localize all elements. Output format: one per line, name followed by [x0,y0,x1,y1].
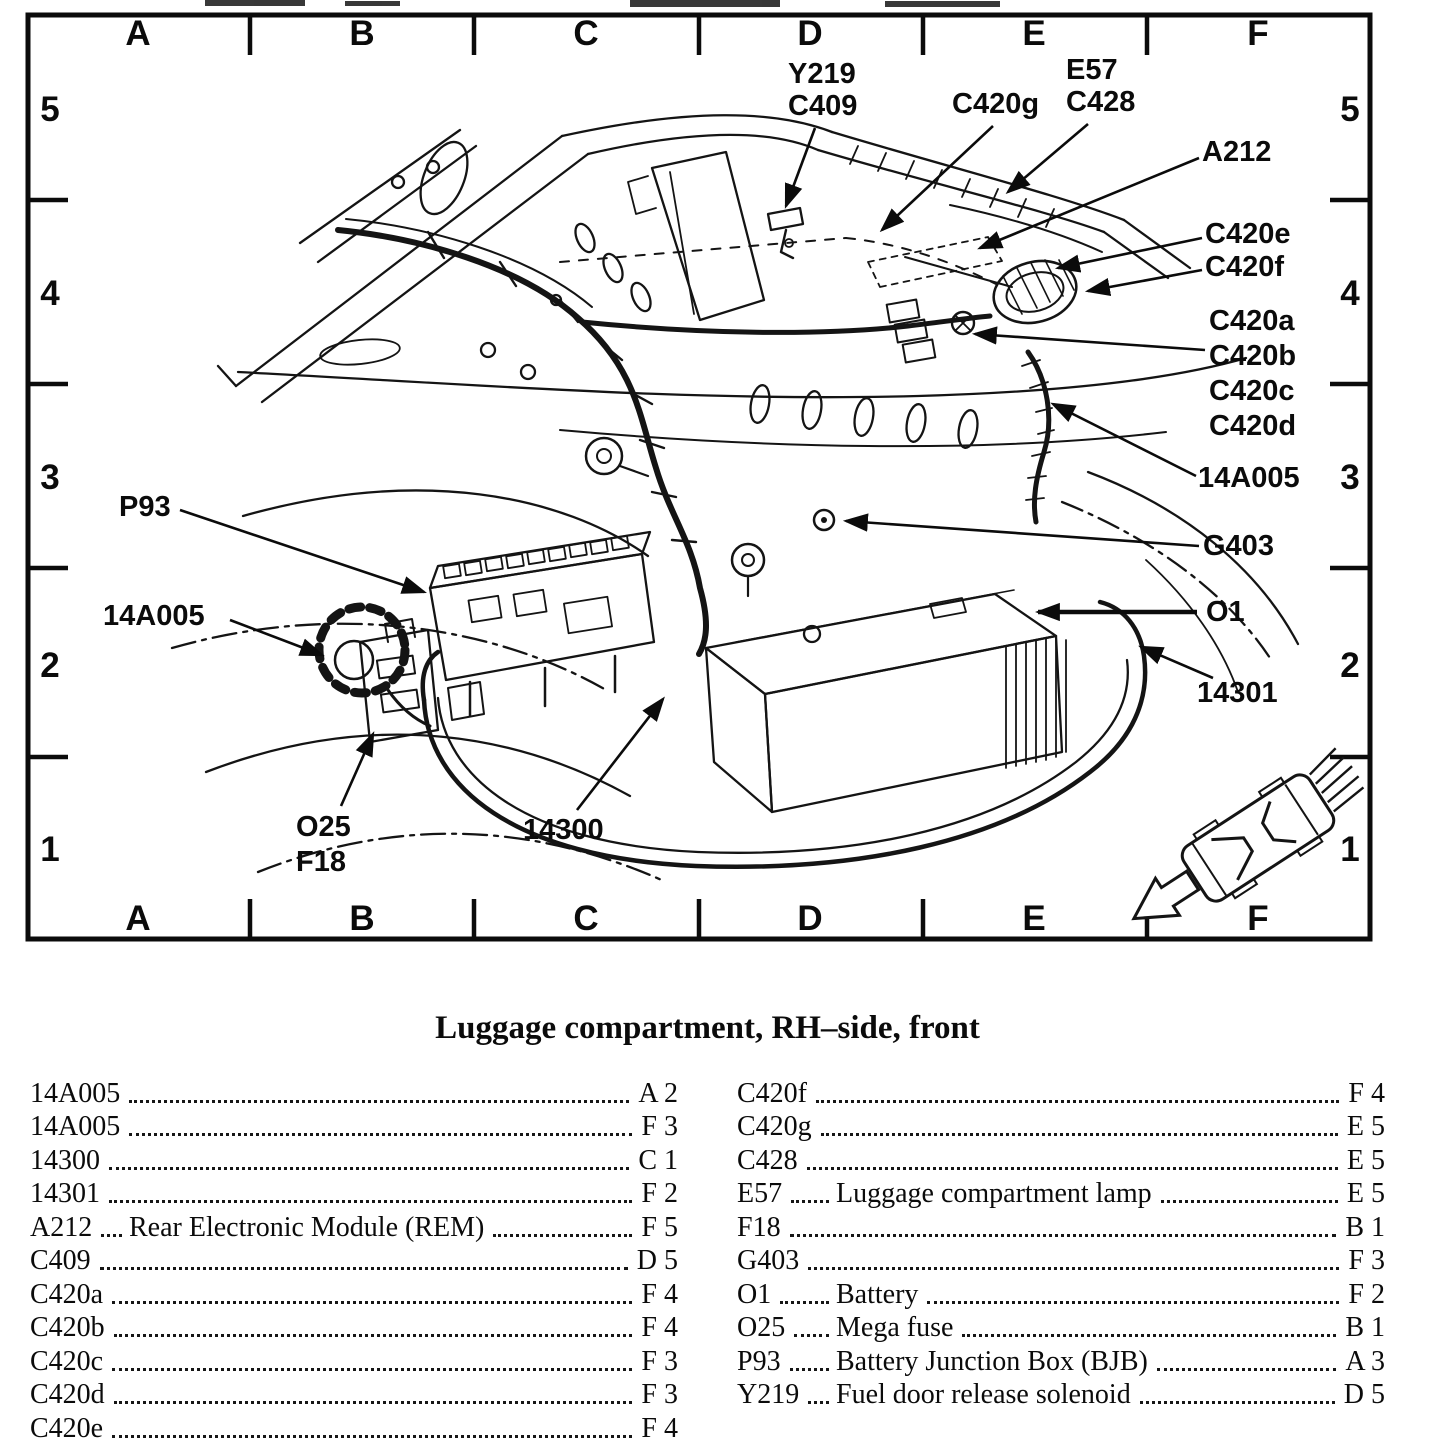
dot-leader [112,1435,632,1438]
component-code: C428 [737,1144,798,1176]
dot-leader [109,1200,632,1203]
component-code: 14A005 [30,1111,121,1142]
index-row [30,1177,678,1211]
grid-location: A 2 [638,1077,678,1109]
dot-leader [790,1234,1337,1237]
component-description: Battery [836,1278,919,1310]
grid-row-label-left: 3 [40,458,60,497]
dot-leader [114,1401,633,1404]
dot-leader [1157,1368,1336,1371]
component-code: C409 [30,1245,91,1276]
grid-row-label-left: 4 [40,274,60,313]
leader-c420f [1088,270,1202,291]
index-row [30,1076,678,1110]
grid-row-label-right: 4 [1340,274,1360,313]
index-row [737,1244,1385,1278]
grid-row-label-left: 2 [40,646,60,685]
component-description: Luggage compartment lamp [836,1178,1152,1209]
index-row [737,1143,1385,1177]
component-code: 14300 [30,1144,100,1176]
grid-location: D 5 [1343,1379,1385,1410]
dot-leader [1161,1200,1338,1203]
dot-leader [112,1368,632,1371]
grid-col-label-top: B [349,14,375,53]
dot-leader [790,1368,829,1371]
dot-leader [794,1334,829,1337]
grid-location: E 5 [1346,1111,1385,1142]
component-code: P93 [737,1345,781,1377]
index-row [737,1311,1385,1345]
component-code: C420c [30,1345,104,1377]
leader-c420abcd [975,334,1205,350]
index-row [737,1210,1385,1244]
callout-g403: G403 [1203,530,1274,562]
index-row [737,1277,1385,1311]
callout-o25-f18: O25 F18 [296,811,351,878]
callout-14301: 14301 [1197,677,1278,709]
callout-c420f: C420f [1205,251,1284,283]
grid-ticks [28,15,1370,939]
index-row [30,1311,678,1345]
luggage-compartment-drawing [172,115,1298,882]
callout-c420g: C420g [952,88,1040,120]
grid-location: E 5 [1346,1178,1385,1209]
component-description: Battery Junction Box (BJB) [836,1345,1148,1377]
dot-leader [780,1301,829,1304]
grid-location: A 3 [1345,1345,1385,1377]
callout-y219-c409: Y219 C409 [788,58,858,122]
callout-e57-c428: E57 C428 [1066,54,1136,118]
grid-col-label-bottom: D [797,899,823,938]
component-code: C420d [30,1379,105,1410]
callout-14a005-right: 14A005 [1198,462,1300,494]
grid-row-label-right: 5 [1340,90,1360,129]
dot-leader [112,1301,632,1304]
leader-y219-c409 [786,128,815,206]
grid-location: E 5 [1346,1144,1385,1176]
dot-leader [927,1301,1339,1304]
dot-leader [791,1200,829,1203]
component-code: E57 [737,1178,783,1209]
index-row [737,1177,1385,1211]
index-row [30,1277,678,1311]
grid-col-label-bottom: A [125,899,151,938]
grid-row-label-left: 1 [40,830,60,869]
index-row [30,1210,678,1244]
leader-a212 [980,158,1199,248]
grid-location: F 3 [641,1345,678,1377]
index-row [30,1244,678,1278]
index-row [30,1411,678,1445]
component-code: O1 [737,1278,772,1310]
component-code: Y219 [737,1379,800,1410]
grid-row-label-left: 5 [40,90,60,129]
callout-leaders [180,124,1213,810]
grid-col-label-top: D [797,14,823,53]
callout-14a005-left: 14A005 [103,600,205,632]
callout-14300: 14300 [523,814,604,846]
grid-location: B 1 [1345,1312,1385,1343]
callout-c420e: C420e [1205,218,1291,250]
scan-artifacts [205,0,1000,7]
component-code: 14A005 [30,1077,121,1109]
dot-leader [807,1167,1338,1170]
component-code: C420e [30,1412,104,1444]
grid-col-label-top: C [573,14,599,53]
dot-leader [816,1100,1339,1103]
figure-title: Luggage compartment, RH–side, front [435,1010,980,1046]
index-row [30,1344,678,1378]
callout-o1: O1 [1206,596,1245,628]
grid-col-label-bottom: F [1247,899,1269,938]
dot-leader [129,1133,632,1136]
grid-col-label-top: E [1022,14,1046,53]
dot-leader [962,1334,1336,1337]
grid-location: F 4 [641,1312,678,1343]
component-code: C420f [737,1077,807,1109]
grid-location: D 5 [636,1245,678,1276]
dot-leader [821,1133,1338,1136]
component-description: Fuel door release solenoid [836,1379,1131,1410]
grid-location: F 4 [641,1412,678,1444]
callout-c420a-d: C420a C420b C420c C420d [1209,305,1297,442]
index-column-left [30,1076,678,1445]
dot-leader [493,1234,632,1237]
index-row [30,1143,678,1177]
dot-leader [129,1100,629,1103]
grid-location: F 4 [641,1278,678,1310]
grid-location: F 4 [1348,1077,1385,1109]
index-row [737,1110,1385,1144]
grid-col-label-bottom: C [573,899,599,938]
grid-col-label-bottom: E [1022,899,1046,938]
grid-location: F 3 [641,1111,678,1142]
component-code: O25 [737,1312,786,1343]
index-row [737,1378,1385,1412]
grid-col-label-top: F [1247,14,1269,53]
component-code: C420a [30,1278,104,1310]
component-code: C420b [30,1312,105,1343]
leader-c428 [1008,124,1088,192]
grid-row-label-right: 2 [1340,646,1360,685]
grid-location: F 3 [641,1379,678,1410]
grid-col-label-bottom: B [349,899,375,938]
component-code: 14301 [30,1178,100,1209]
component-code: G403 [737,1245,800,1276]
dot-leader [114,1334,633,1337]
dot-leader [808,1401,829,1404]
component-description: Rear Electronic Module (REM) [129,1211,485,1243]
grid-location: F 3 [1348,1245,1385,1276]
leader-14300 [577,699,663,810]
grid-location: F 2 [1348,1278,1385,1310]
callout-p93: P93 [119,491,171,523]
leader-o25-f18 [341,734,373,806]
index-row [30,1378,678,1412]
grid-location: F 2 [641,1178,678,1209]
leader-p93 [180,510,424,592]
leader-g403 [846,521,1199,546]
leader-14301 [1141,647,1213,678]
dot-leader [808,1267,1339,1270]
component-description: Mega fuse [836,1312,954,1343]
index-row [737,1076,1385,1110]
callout-a212: A212 [1202,136,1272,168]
leader-c420g [882,126,993,230]
grid-location: F 5 [641,1211,678,1243]
component-code: A212 [30,1211,93,1243]
reference-grid [28,15,1370,939]
grid-row-label-right: 3 [1340,458,1360,497]
grid-location: C 1 [638,1144,678,1176]
component-code: C420g [737,1111,812,1142]
dot-leader [109,1167,629,1170]
dot-leader [101,1234,122,1237]
index-column-right [737,1076,1385,1411]
grid-location: B 1 [1345,1211,1385,1243]
dot-leader [1140,1401,1335,1404]
index-row [30,1110,678,1144]
dot-leader [100,1267,628,1270]
grid-row-label-right: 1 [1340,830,1360,869]
index-row [737,1344,1385,1378]
component-code: F18 [737,1211,781,1243]
grid-col-label-top: A [125,14,151,53]
